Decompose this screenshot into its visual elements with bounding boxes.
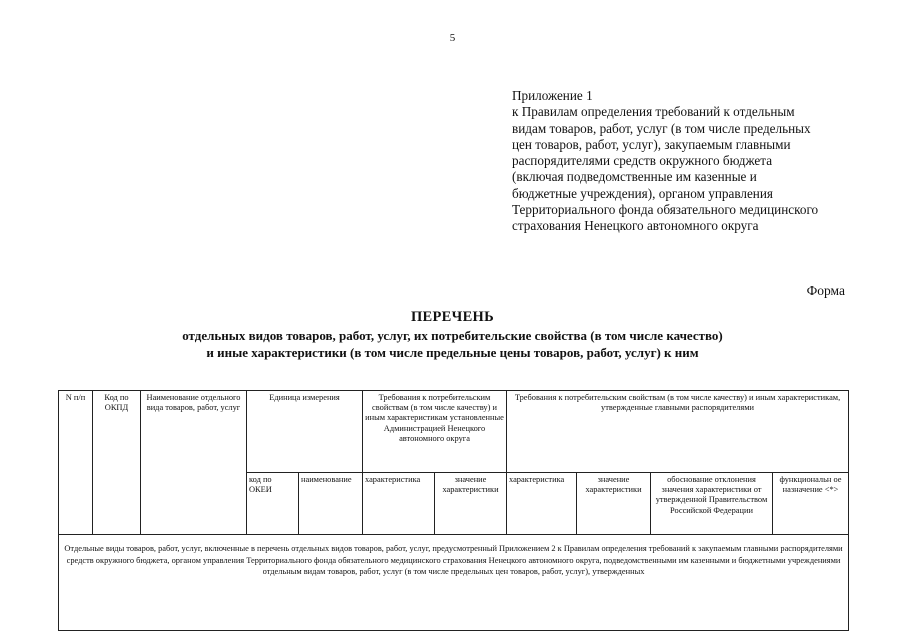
header-name: Наименование отдельного вида товаров, работ, услуг [141, 391, 247, 535]
form-label: Форма [806, 283, 845, 298]
header-num: N п/п [59, 391, 93, 535]
appendix-block [512, 88, 872, 235]
subheader-main-value: значение характеристики [577, 473, 651, 535]
appendix-line: страхования Ненецкого автономного округа [512, 218, 759, 234]
header-req-main: Требования к потребительским свойствам (в том числе качеству) и иным характеристикам, утвержденные главными распорядителями [507, 391, 849, 473]
requirements-table [58, 390, 849, 631]
subheader-okei-code: код по ОКЕИ [247, 473, 299, 535]
subheader-admin-char: характеристика [363, 473, 435, 535]
document-title: ПЕРЕЧЕНЬ [410, 309, 495, 325]
subheader-unit-name: наименование [299, 473, 363, 535]
appendix-line: Приложение 1 [512, 88, 593, 103]
header-unit: Единица измерения [247, 391, 363, 473]
appendix-line: цен товаров, работ, услуг), закупаемым главными [512, 136, 791, 152]
subheader-justification: обоснование отклонения значения характеристики от утвержденной Правительством Российской Федерации [651, 473, 773, 535]
header-req-admin: Требования к потребительским свойствам (в том числе качеству) и иным характеристикам установленные Администрацией Ненецкого автономного округа [363, 391, 507, 473]
table-footer-text: Отдельные виды товаров, работ, услуг, включенные в перечень отдельных видов товаров, работ, услуг, предусмотренный Приложением 2 к Правилам определения требований к закупаемым главными распорядителями средств окружного бюджета, органом управления Территориального фонда обязательного медицинского страхования Ненецкого автономного округа, подведомственными им казенными и бюджетными учреждениями отдельным видам товаров, работ, услуг (в том числе предельных цен товаров, работ, услуг), утвержденных [59, 535, 849, 631]
subheader-main-char: характеристика [507, 473, 577, 535]
subheader-admin-value: значение характеристики [435, 473, 507, 535]
appendix-line: видам товаров, работ, услуг (в том числе предельных [512, 120, 811, 136]
subtitle-line-2: и иные характеристики (в том числе предельные цены товаров, работ, услуг) к ним [206, 345, 699, 360]
appendix-line: к Правилам определения требований к отдельным [512, 104, 795, 120]
page-number: 5 [449, 32, 456, 44]
appendix-line: Территориального фонда обязательного медицинского [512, 202, 819, 218]
header-okpd: Код по ОКПД [93, 391, 141, 535]
appendix-line: распорядителями средств окружного бюджета [512, 153, 773, 169]
subheader-purpose: функциональн ое назначение <*> [773, 473, 849, 535]
appendix-line: бюджетные учреждения), органом управления [512, 185, 773, 201]
document-subtitle [0, 327, 905, 361]
appendix-line: (включая подведомственные им казенные и [512, 169, 757, 185]
subtitle-line-1: отдельных видов товаров, работ, услуг, их потребительские свойства (в том числе качество) [182, 328, 723, 343]
